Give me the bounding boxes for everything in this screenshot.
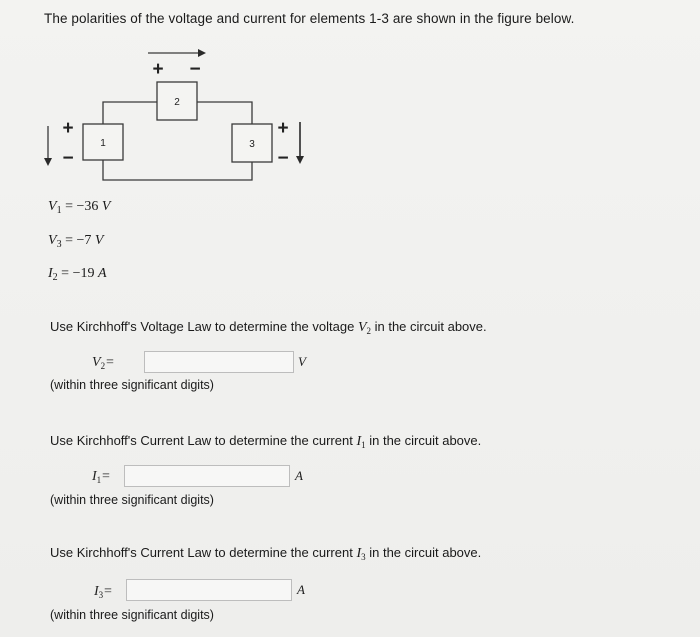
element-3-label: 3 (249, 139, 255, 150)
element-1-minus: − (62, 148, 74, 169)
element-2-plus: + (152, 59, 164, 80)
answer-v2-input[interactable] (144, 351, 294, 373)
element-2-minus: − (189, 59, 201, 80)
given-v1: $V_1 = -36$ V (48, 199, 111, 216)
answer-i3-unit: A (297, 582, 305, 597)
element-3-minus: − (277, 148, 289, 169)
wire-bottom (103, 160, 252, 180)
element-1-label: 1 (100, 138, 106, 149)
question-v2-prompt: Use Kirchhoff's Voltage Law to determine the voltage $V_2$ in the circuit above. (50, 319, 487, 336)
given-v3: $V_3 = -7$ V (48, 233, 104, 250)
answer-v2-unit: V (298, 354, 306, 369)
given-i2: $I_2 = -19$ A (48, 266, 107, 283)
current-arrow-2-head (198, 49, 206, 57)
question-i1-prompt: Use Kirchhoff's Current Law to determine the current $I_1$ in the circuit above. (50, 433, 482, 450)
answer-i3-label: $I_3=$ (94, 584, 113, 600)
answer-i1-label: $I_1=$ (92, 469, 111, 485)
element-2-label: 2 (174, 97, 180, 108)
answer-i1-input[interactable] (124, 465, 290, 487)
answer-v2-label: $V_2=$ (92, 355, 115, 371)
current-arrow-1-head (44, 158, 52, 166)
problem-intro: The polarities of the voltage and current for elements 1-3 are shown in the figure below. (44, 11, 575, 26)
answer-v2-hint: (within three significant digits) (50, 378, 214, 392)
question-i3-prompt: Use Kirchhoff's Current Law to determine the current $I_3$ in the circuit above. (50, 545, 482, 562)
current-arrow-3 (290, 118, 310, 168)
element-1-plus: + (62, 118, 74, 139)
element-3-plus: + (277, 118, 289, 139)
answer-i3-input[interactable] (126, 579, 292, 601)
wire-top-left (103, 102, 157, 124)
wire-top-right (197, 102, 252, 124)
answer-i1-hint: (within three significant digits) (50, 493, 214, 507)
answer-i1-unit: A (295, 468, 303, 483)
answer-i3-hint: (within three significant digits) (50, 608, 214, 622)
circuit-diagram (40, 42, 300, 182)
